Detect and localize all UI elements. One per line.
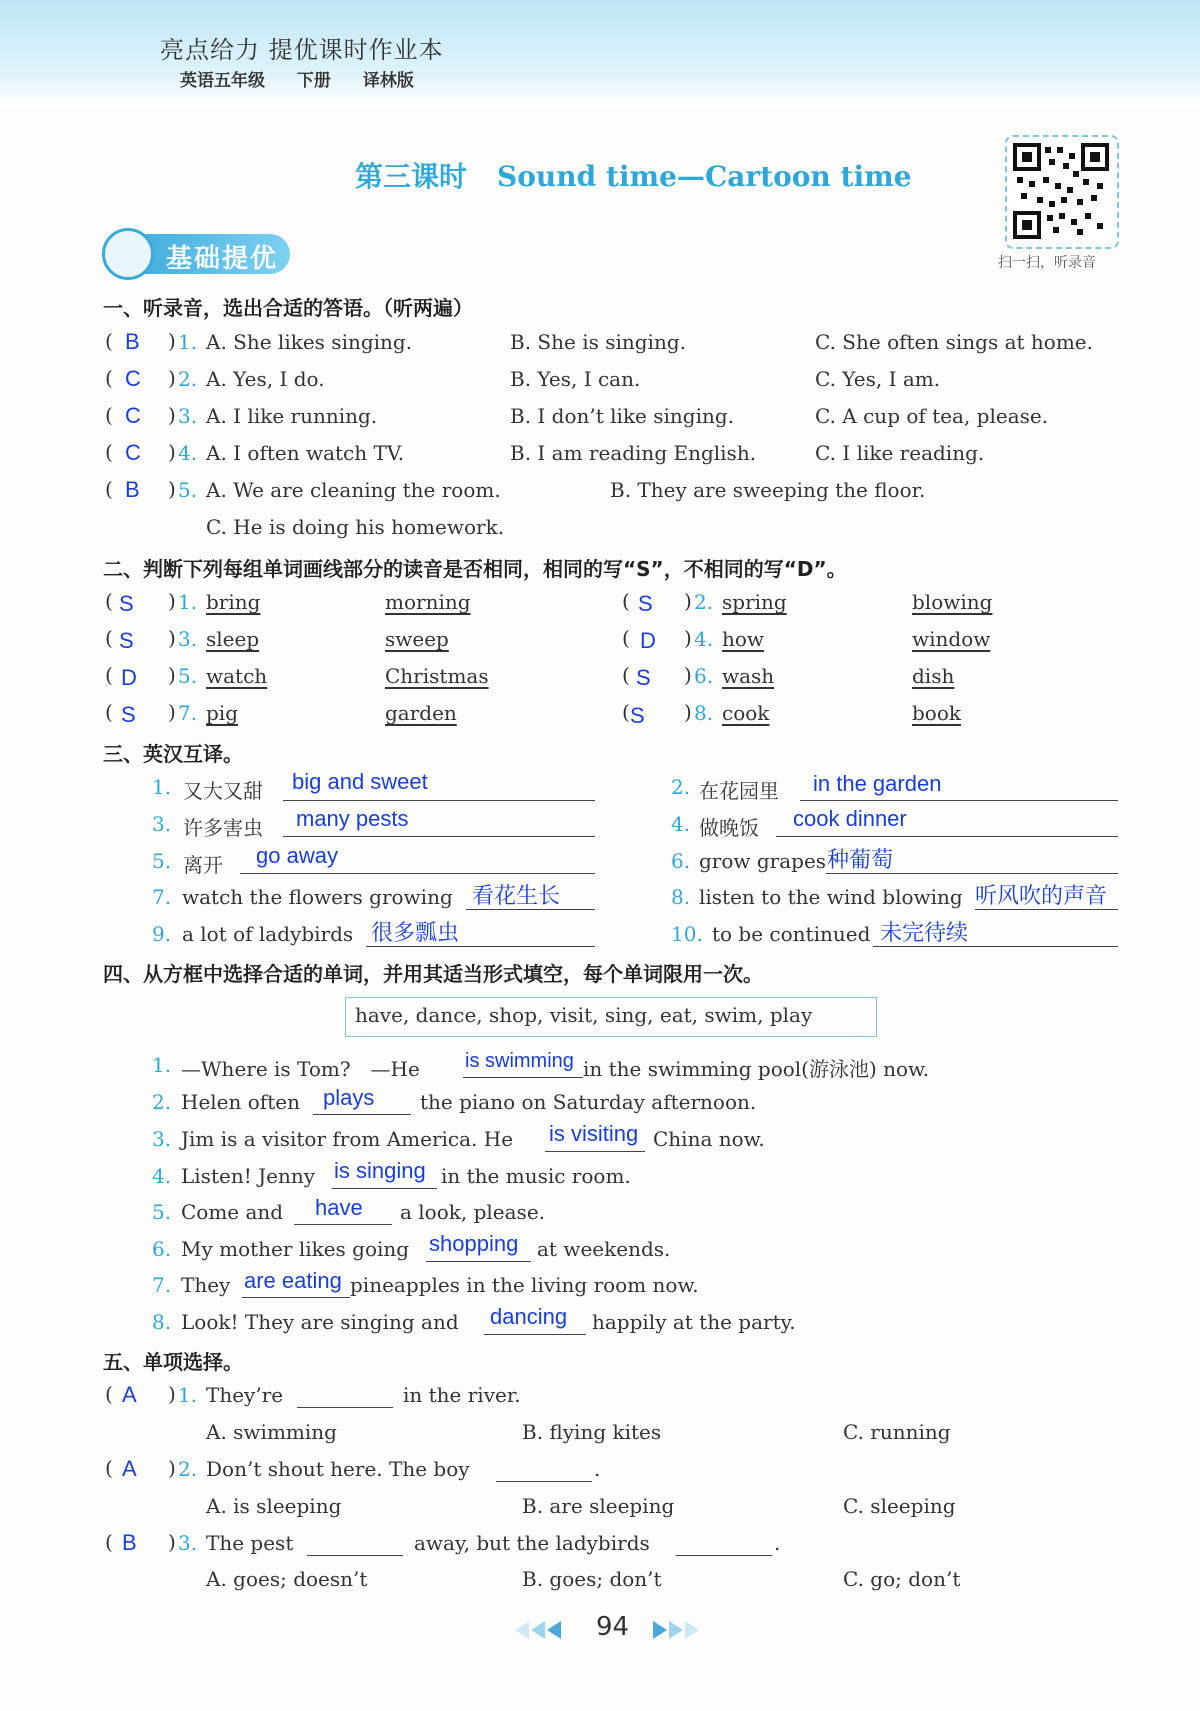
answer: C [125, 440, 141, 465]
answer: dancing [490, 1304, 568, 1329]
answer: big and sweet [292, 769, 428, 794]
qr-code-icon [1013, 143, 1109, 239]
answer: is swimming [465, 1050, 574, 1072]
option-b: B. I don’t like singing. [510, 404, 735, 428]
option-b: B. goes; don’t [522, 1567, 662, 1591]
answer-line[interactable] [307, 1555, 403, 1556]
item-number: 3. [178, 627, 198, 651]
question-start: The pest [206, 1531, 294, 1555]
sentence-end: in the music room. [441, 1164, 631, 1188]
answer: shopping [429, 1231, 519, 1256]
answer: D [640, 628, 656, 653]
answer: D [121, 665, 137, 690]
answer-line[interactable] [294, 1224, 392, 1225]
option-c: C. sleeping [843, 1494, 956, 1518]
item-number: 5. [152, 1200, 172, 1224]
section-badge [102, 228, 292, 280]
sentence-start: My mother likes going [181, 1237, 410, 1261]
sentence-start: Look! They are singing and [181, 1310, 459, 1334]
word-2: Christmas [385, 664, 489, 688]
sentence-start: Jim is a visitor from America. He [181, 1127, 514, 1151]
item-number: 2. [178, 1457, 198, 1481]
item-number: 8. [152, 1310, 172, 1334]
page-number: 94 [596, 1612, 630, 1642]
answer-line[interactable] [240, 873, 595, 874]
item-number: 6. [694, 664, 714, 688]
answer: in the garden [813, 771, 942, 796]
question-end: in the river. [403, 1383, 521, 1407]
option-a: A. I often watch TV. [206, 441, 405, 465]
option-b: B. are sleeping [522, 1494, 675, 1518]
answer: C [125, 403, 141, 428]
answer-line[interactable] [242, 1297, 350, 1298]
item-number: 1. [178, 330, 198, 354]
answer: A [122, 1382, 137, 1407]
question: grow grapes [699, 849, 827, 873]
question-start: Don’t shout here. The boy [206, 1457, 470, 1481]
answer: go away [256, 843, 338, 868]
answer-line[interactable] [283, 800, 595, 801]
option-c: C. She often sings at home. [815, 330, 1093, 354]
answer: is visiting [549, 1121, 639, 1146]
answer: plays [323, 1085, 375, 1110]
word-2: window [912, 627, 991, 651]
word-1: bring [206, 590, 261, 614]
answer: B [125, 477, 140, 502]
item-number: 2. [178, 367, 198, 391]
word-box-text: have, dance, shop, visit, sing, eat, swim, play [355, 1003, 813, 1027]
option-c: C. running [843, 1420, 951, 1444]
question: 又大又甜 [183, 779, 263, 803]
sentence-start: Come and [181, 1200, 284, 1224]
sentence-start: —Where is Tom? —He [181, 1057, 420, 1081]
answer: C [125, 366, 141, 391]
section-1-heading: 一、听录音，选出合适的答语。（听两遍） [103, 296, 473, 320]
sentence-start: Listen! Jenny [181, 1164, 316, 1188]
answer-line[interactable] [332, 1188, 437, 1189]
item-number: 4. [178, 441, 198, 465]
option-a: A. goes; doesn’t [206, 1567, 368, 1591]
answer: 很多瓢虫 [371, 920, 460, 945]
item-number: 1. [152, 775, 172, 799]
answer: 种葡萄 [827, 847, 894, 872]
item-number: 5. [178, 664, 198, 688]
badge-label: 基础提优 [166, 244, 279, 274]
item-number: 5. [178, 478, 198, 502]
question: 离开 [183, 853, 223, 877]
workbook-page: 亮点给力 提优课时作业本 英语五年级 下册 译林版 第三课时 Sound time—Cartoon time 扫一扫，听录音 基础提优 一、听录音，选出合适的答语。（听两遍） ( B ) 1. A. She likes singing. B. She is singing. C. She often sings at home. ( C ) 2. A. Yes, I do. B. Yes, I can. C. Yes, I am. ( C ) 3. A. I like running. B. I don’t like singing. C. A cup of tea, please. ( C ) 4. A. I often watch TV. B. I am reading English. C. I like reading. ( B ) 5. A. We are cleaning the room. B. They are sweeping the floor. C. He is doing his homework. 二、判断下列每组单词画线部分的读音是否相同，相同的写“S”，不相同的写“D”。 ( S ) 1. bring morning ( S ) 2. spring blowing ( S ) 3. sleep sweep ( D ) 4. how window ( D ) 5. watch Christmas ( S ) 6. wash dish ( S ) 7. pig garden ( S ) 8. cook book 三、英汉互译。 1. 又大又甜 big and sweet 2. 在花园里 in the garden 3. 许多害虫 many pests 4. 做晚饭 cook dinner 5. 离开 go away 6. grow grapes 种葡萄 7. watch the flowers growing 看花生长 8. listen to the wind blowing 听风吹的声音 9. a lot of ladybirds 很多瓢虫 10. to be continued 未完待续 四、从方框中选择合适的单词，并用其适当形式填空，每个单词限用一次。 have, dance, shop, visit, sing, eat, swim, play 1. —Where is Tom? —He is swimming in the swimming pool(游泳池) now. 2. Helen often plays the piano on Saturday afternoon. 3. Jim is a visitor from America. He is visiting China now. 4. Listen! Jenny is singing in the music room. 5. Come and have a look, please. 6. My mother likes going shopping at weekends. 7. They are eating pineapples in the living room now. 8. Look! They are singing and dancing happily at the party. 五、单项选择。 ( A ) 1. They’re in the river. A. swimming B. flying kites C. running ( A ) 2. Don’t shout here. The boy . A. is sleeping B. are sleeping C. sleeping ( B ) 3. The pest away, but the ladybirds . A. goes; doesn’t B. goes; don’t C. go; don’t 94 [0, 0, 1200, 1711]
word-2: blowing [912, 590, 993, 614]
word-2: dish [912, 664, 955, 688]
question: watch the flowers growing [182, 885, 453, 909]
option-c: C. Yes, I am. [815, 367, 941, 391]
answer: are eating [244, 1268, 342, 1293]
option-c: C. A cup of tea, please. [815, 404, 1049, 428]
answer-line[interactable] [496, 1481, 592, 1482]
answer: S [630, 703, 645, 728]
item-number: 6. [152, 1237, 172, 1261]
item-number: 5. [152, 849, 172, 873]
option-a: A. swimming [206, 1420, 337, 1444]
answer-line[interactable] [426, 1261, 531, 1262]
item-number: 10. [671, 922, 703, 946]
series-title: 亮点给力 提优课时作业本 [160, 36, 444, 64]
lesson-number: 第三课时 [355, 160, 468, 193]
question-middle: away, but the ladybirds [414, 1531, 650, 1555]
sentence-end: a look, please. [400, 1200, 546, 1224]
answer-line[interactable] [297, 1407, 393, 1408]
answer-line[interactable] [463, 1077, 583, 1078]
answer: have [315, 1195, 363, 1220]
answer: 未完待续 [880, 920, 969, 945]
book-info [180, 66, 440, 91]
answer-line[interactable] [545, 1151, 645, 1152]
item-number: 2. [694, 590, 714, 614]
sentence-end: pineapples in the living room now. [350, 1273, 699, 1297]
prev-arrows-icon [515, 1621, 561, 1639]
answer: is singing [334, 1158, 426, 1183]
sentence-end: happily at the party. [592, 1310, 796, 1334]
answer-line[interactable] [313, 1114, 411, 1115]
question: listen to the wind blowing [699, 885, 963, 909]
word-1: spring [722, 590, 787, 614]
sentence-end: at weekends. [537, 1237, 671, 1261]
answer: S [119, 628, 134, 653]
option-b: B. I am reading English. [510, 441, 757, 465]
answer: A [122, 1456, 137, 1481]
option-a: A. She likes singing. [206, 330, 413, 354]
sentence-start: Helen often [181, 1090, 300, 1114]
answer-line[interactable] [676, 1555, 772, 1556]
option-b: B. They are sweeping the floor. [610, 478, 926, 502]
question: to be continued [712, 922, 871, 946]
sentence-start: They [181, 1273, 231, 1297]
item-number: 8. [671, 885, 691, 909]
option-a: A. Yes, I do. [206, 367, 325, 391]
answer-line[interactable] [484, 1334, 586, 1335]
lesson-title [355, 155, 912, 195]
section-3-heading: 三、英汉互译。 [103, 742, 243, 766]
item-number: 1. [178, 590, 198, 614]
word-2: book [912, 701, 962, 725]
question: 许多害虫 [183, 816, 263, 840]
sentence-end: China now. [653, 1127, 765, 1151]
answer: S [638, 591, 653, 616]
item-number: 3. [152, 812, 172, 836]
section-4-heading: 四、从方框中选择合适的单词，并用其适当形式填空，每个单词限用一次。 [103, 962, 763, 986]
sentence-end: the piano on Saturday afternoon. [420, 1090, 757, 1114]
next-arrows-icon [653, 1621, 699, 1639]
word-1: pig [206, 701, 239, 725]
word-2: garden [385, 701, 457, 725]
lesson-name: Sound time—Cartoon time [497, 160, 912, 193]
option-a: A. We are cleaning the room. [206, 478, 501, 502]
item-number: 4. [152, 1164, 172, 1188]
answer: S [121, 702, 136, 727]
section-2-heading: 二、判断下列每组单词画线部分的读音是否相同，相同的写“S”，不相同的写“D”。 [103, 557, 847, 581]
question-end: . [774, 1531, 781, 1555]
question: 做晚饭 [699, 816, 759, 840]
grade-label: 英语五年级 [180, 71, 265, 91]
word-2: sweep [385, 627, 449, 651]
answer: S [636, 665, 651, 690]
answer: B [122, 1530, 137, 1555]
option-c: C. I like reading. [815, 441, 985, 465]
word-1: wash [722, 664, 775, 688]
question: 在花园里 [699, 779, 779, 803]
item-number: 3. [178, 404, 198, 428]
question: a lot of ladybirds [182, 922, 354, 946]
item-number: 7. [152, 1273, 172, 1297]
edition-label: 译林版 [362, 71, 414, 91]
section-5-heading: 五、单项选择。 [103, 1350, 243, 1374]
word-1: how [722, 627, 765, 651]
word-1: sleep [206, 627, 260, 651]
item-number: 7. [178, 701, 198, 725]
sentence-end: in the swimming pool(游泳池) now. [583, 1057, 930, 1081]
answer: B [125, 329, 140, 354]
item-number: 3. [178, 1531, 198, 1555]
item-number: 3. [152, 1127, 172, 1151]
volume-label: 下册 [296, 71, 331, 91]
word-1: cook [722, 701, 770, 725]
option-c: C. go; don’t [843, 1567, 961, 1591]
item-number: 8. [694, 701, 714, 725]
answer: 听风吹的声音 [975, 883, 1108, 908]
option-c: C. He is doing his homework. [206, 515, 505, 539]
option-a: A. is sleeping [206, 1494, 342, 1518]
word-2: morning [385, 590, 471, 614]
item-number: 1. [178, 1383, 198, 1407]
option-b: B. flying kites [522, 1420, 662, 1444]
answer: 看花生长 [472, 883, 561, 908]
option-b: B. She is singing. [510, 330, 686, 354]
option-b: B. Yes, I can. [510, 367, 641, 391]
answer-line[interactable] [283, 836, 595, 837]
question-end: . [594, 1457, 601, 1481]
answer: many pests [296, 806, 409, 831]
item-number: 2. [671, 775, 691, 799]
question-start: They’re [206, 1383, 284, 1407]
option-a: A. I like running. [206, 404, 378, 428]
item-number: 4. [694, 627, 714, 651]
item-number: 7. [152, 885, 172, 909]
qr-code[interactable] [1005, 135, 1119, 249]
item-number: 9. [152, 922, 172, 946]
answer-line[interactable] [776, 836, 1118, 837]
qr-caption: 扫一扫，听录音 [998, 255, 1096, 271]
item-number: 6. [671, 849, 691, 873]
answer-line[interactable] [800, 800, 1118, 801]
item-number: 4. [671, 812, 691, 836]
answer: S [119, 591, 134, 616]
word-1: watch [206, 664, 268, 688]
badge-book-icon [102, 228, 154, 280]
answer: cook dinner [793, 806, 907, 831]
item-number: 1. [152, 1053, 172, 1077]
item-number: 2. [152, 1090, 172, 1114]
